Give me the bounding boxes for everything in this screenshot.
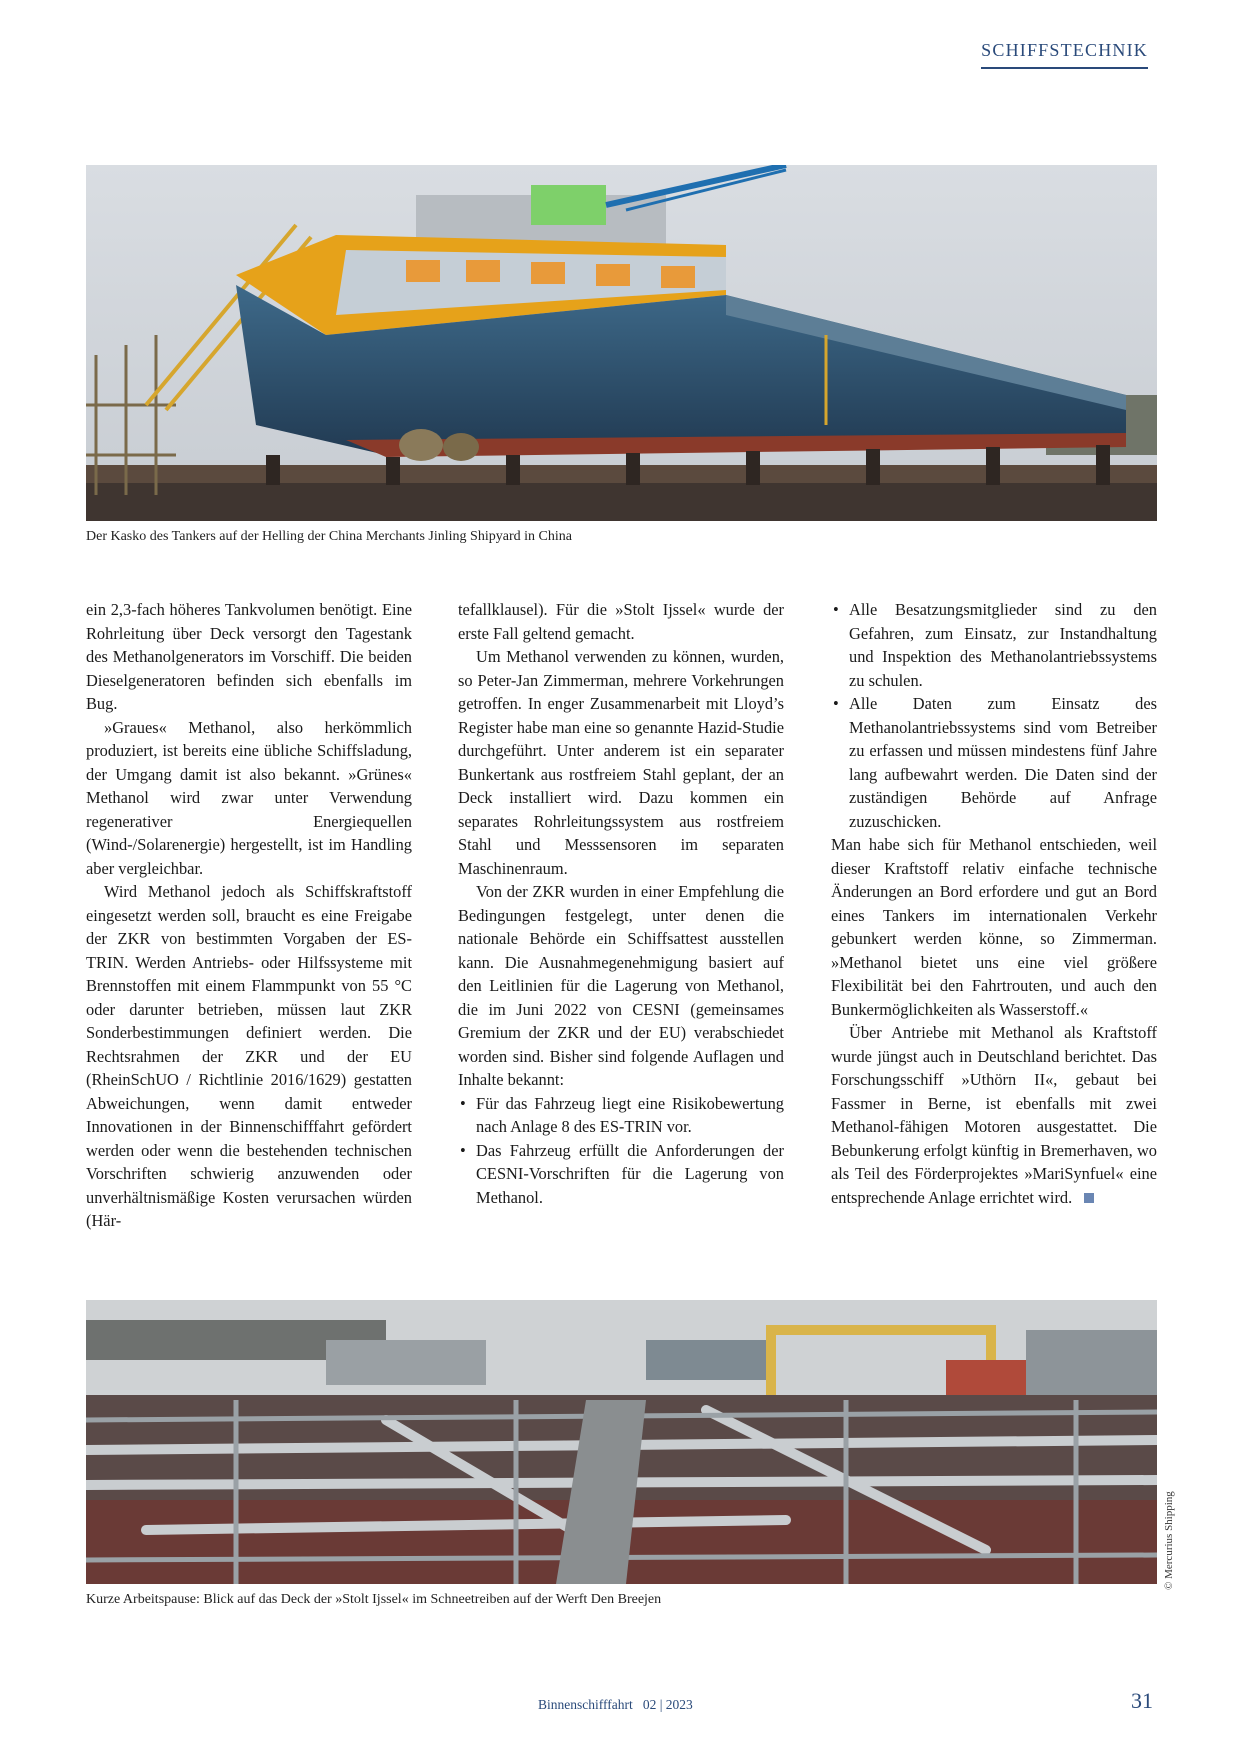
section-header: SCHIFFSTECHNIK	[981, 40, 1148, 69]
requirements-list	[831, 598, 1157, 833]
text-column-3	[831, 598, 1157, 1209]
photo-credit: © Mercurius Shipping	[1163, 1491, 1175, 1590]
requirements-list	[458, 1092, 784, 1210]
text-column-1	[86, 598, 412, 1233]
end-of-article-icon	[1084, 1193, 1094, 1203]
paragraph: tefallklausel). Für die »Stolt Ijssel« wurde der erste Fall geltend gemacht.	[458, 600, 784, 643]
text-column-2	[458, 598, 784, 1209]
paragraph: Von der ZKR wurden in einer Empfehlung die Bedingungen festgelegt, unter denen die nationale Behörde ein Schiffsattest ausstellen kann. Die Ausnahmegenehmigung basiert auf den Leitlinien für die Lagerung von Methanol, die im Juni 2022 von CESNI (gemeinsames Gremium der ZKR und der EU) verabschiedet worden sind. Bisher sind folgende Auflagen und Inhalte bekannt:	[458, 882, 784, 1089]
list-item: • Alle Besatzungsmitglieder sind zu den Gefahren, zum Einsatz, zur Instandhaltung und Inspektion des Methanolantriebssystems zu schulen.	[831, 598, 1157, 692]
top-photo-caption: Der Kasko des Tankers auf der Helling der China Merchants Jinling Shipyard in China	[86, 529, 572, 544]
paragraph: Wird Methanol jedoch als Schiffskraftstoff eingesetzt werden soll, braucht es eine Freigabe der ZKR von bestimmten Vorgaben der ES-TRIN. Werden Antriebs- oder Hilfssysteme mit Brennstoffen mit einem Flammpunkt von 55 °C oder darunter betrieben, müssen laut ZKR Sonderbestimmungen definiert werden. Die Rechtsrahmen der ZKR und der EU (RheinSchUO / Richtlinie 2016/1629) gestatten Abweichungen, wenn damit entweder Innovationen in der Binnenschifffahrt gefördert werden oder wenn die bestehenden technischen Vorschriften schwierig anzuwenden oder unverhältnismäßige Kosten verursachen würden (Här-	[86, 882, 412, 1230]
list-item: • Für das Fahrzeug liegt eine Risikobewertung nach Anlage 8 des ES-TRIN vor.	[458, 1092, 784, 1139]
paragraph: Um Methanol verwenden zu können, wurden, so Peter-Jan Zimmerman, mehrere Vorkehrungen getroffen. In enger Zusammenarbeit mit Lloyd’s Register habe man eine so genannte Hazid-Studie durchgeführt. Unter anderem ist ein separater Bunkertank aus rostfreiem Stahl geplant, der an Deck installiert wird. Dazu kommen ein separates Rohrleitungssystem aus rostfreiem Stahl und Messsensoren im separaten Maschinenraum.	[458, 647, 784, 878]
paragraph	[831, 1021, 1157, 1209]
paragraph: »Graues« Methanol, also herkömmlich produziert, ist bereits eine übliche Schiffsladung, der Umgang damit ist also bekannt. »Grünes« Methanol wird zwar unter Verwendung regenerativer Energiequellen (Wind-/Solarenergie) hergestellt, ist im Handling aber vergleichbar.	[86, 717, 412, 878]
list-item: • Alle Daten zum Einsatz des Methanolantriebssystems sind vom Betreiber zu erfassen und müssen mindestens fünf Jahre lang aufbewahrt werden. Die Daten sind der zuständigen Behörde auf Anfrage zuzuschicken.	[831, 692, 1157, 833]
paragraph: ein 2,3-fach höheres Tankvolumen benötigt. Eine Rohrleitung über Deck versorgt den Tagestank des Methanolgenerators im Vorschiff. Die beiden Dieselgeneratoren befinden sich ebenfalls im Bug.	[86, 600, 412, 713]
ship-hull-photo	[86, 165, 1157, 521]
deck-piping-photo	[86, 1300, 1157, 1584]
footer-magazine: Binnenschifffahrt 02 | 2023	[538, 1697, 693, 1712]
bottom-photo-caption: Kurze Arbeitspause: Blick auf das Deck der »Stolt Ijssel« im Schneetreiben auf der Werft Den Breejen	[86, 1592, 662, 1607]
paragraph-text: Über Antriebe mit Methanol als Kraftstoff wurde jüngst auch in Deutschland berichtet. Das Forschungsschiff »Uthörn II«, gebaut bei Fassmer in Berne, ist ebenfalls mit zwei Methanol-fähigen Motoren ausgestattet. Die Bebunkerung erfolgt künftig in Bremerhaven, wo als Teil des Förderprojektes »MariSynfuel« eine entsprechende Anlage errichtet wird.	[831, 1023, 1157, 1207]
page-number: 31	[1131, 1688, 1153, 1713]
list-item: • Das Fahrzeug erfüllt die Anforderungen der CESNI-Vorschriften für die Lagerung von Methanol.	[458, 1139, 784, 1210]
paragraph: Man habe sich für Methanol entschieden, weil dieser Kraftstoff relativ einfache technische Änderungen an Bord erfordere und gut an Bord eines Tankers im internationalen Verkehr gebunkert werden könne, so Zimmerman. »Methanol bietet uns eine viel größere Flexibilität bei den Fahrtrouten, und auch den Bunkermöglichkeiten als Wasserstoff.«	[831, 835, 1157, 1019]
